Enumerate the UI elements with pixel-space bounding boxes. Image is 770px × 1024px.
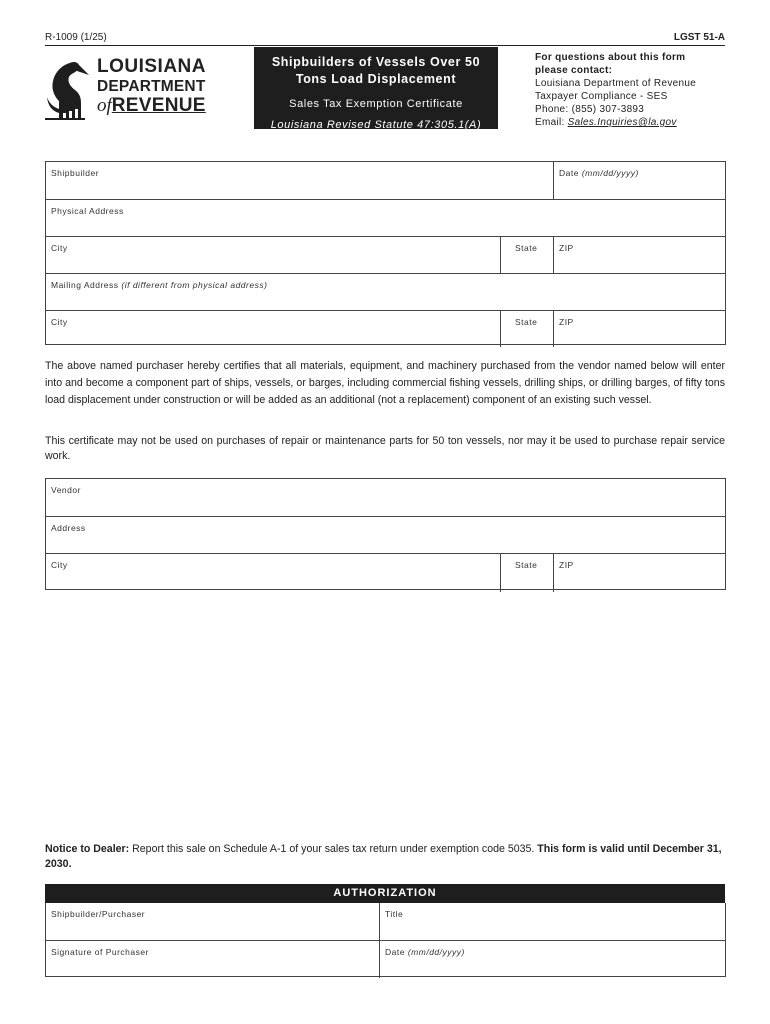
physical-city-field[interactable] xyxy=(46,237,500,274)
vendor-field[interactable] xyxy=(46,479,725,516)
shipbuilder-label: Shipbuilder xyxy=(51,168,100,178)
contact-email-line xyxy=(535,116,725,129)
authorization-heading: AUTHORIZATION xyxy=(45,884,725,903)
signature-label: Signature of Purchaser xyxy=(51,947,149,957)
vendor-label: Vendor xyxy=(51,485,81,495)
date-hint: (mm/dd/yyyy) xyxy=(581,168,639,178)
shipbuilder-purchaser-label: Shipbuilder/Purchaser xyxy=(51,909,146,919)
mailing-state-label: State xyxy=(515,317,538,327)
physical-address-label: Physical Address xyxy=(51,206,124,216)
logo-line-revenue xyxy=(97,95,206,117)
contact-heading-1: For questions about this form xyxy=(535,52,686,63)
form-title-line1: Shipbuilders of Vessels Over 50 xyxy=(271,55,481,69)
mailing-address-hint: (if different from physical address) xyxy=(121,280,268,290)
contact-unit: Taxpayer Compliance - SES xyxy=(535,91,668,102)
notice-label: Notice to Dealer: xyxy=(45,843,130,855)
auth-date-hint: (mm/dd/yyyy) xyxy=(407,947,465,957)
authorization-row-1 xyxy=(46,903,725,940)
certification-paragraph-1: The above named purchaser hereby certifies that all materials, equipment, and machinery purchased from the vendor named below will enter into and become a component part of ships, vessels, or barges, including commercial fishing vessels, drilling ships, or drilling barges, of fifty tons load displacement under construction or will be added as an additional (not a replacement) component of an existing such vessel. xyxy=(45,360,725,406)
contact-heading-2: please contact: xyxy=(535,65,613,76)
form-title-line2: Tons Load Displacement xyxy=(295,72,457,86)
mailing-zip-label: ZIP xyxy=(559,317,574,327)
logo-of: of xyxy=(97,95,112,116)
purchaser-section xyxy=(45,161,726,345)
logo-line-louisiana: LOUISIANA xyxy=(97,56,206,77)
logo-line-department: DEPARTMENT xyxy=(97,78,206,95)
contact-phone: Phone: (855) 307-3893 xyxy=(535,104,645,115)
mailing-city-field[interactable] xyxy=(46,311,500,347)
date-label xyxy=(559,168,639,178)
physical-city-label: City xyxy=(51,243,68,253)
contact-email-prefix: Email: xyxy=(535,117,568,128)
certification-paragraph-2: This certificate may not be used on purchases of repair or maintenance parts for 50 ton vessels, nor may it be used to purchase repair service work. xyxy=(45,435,725,462)
physical-state-label: State xyxy=(515,243,538,253)
auth-date-text: Date xyxy=(385,947,405,957)
mailing-address-field[interactable] xyxy=(46,273,725,311)
shipbuilder-row xyxy=(46,162,725,199)
logo-revenue: REVENUE xyxy=(111,95,206,116)
mailing-state-field[interactable] xyxy=(500,311,554,347)
title-label: Title xyxy=(385,909,404,919)
physical-address-field[interactable] xyxy=(46,199,725,237)
mailing-city-label: City xyxy=(51,317,68,327)
vendor-state-field[interactable] xyxy=(500,554,554,592)
physical-city-row xyxy=(46,236,725,274)
contact-email-link[interactable]: Sales.Inquiries@la.gov xyxy=(567,117,677,128)
vendor-section xyxy=(45,478,726,590)
title-box xyxy=(254,47,498,129)
vendor-zip-label: ZIP xyxy=(559,560,574,570)
header-rule xyxy=(45,45,725,46)
mailing-address-label xyxy=(51,280,267,290)
signature-field[interactable] xyxy=(46,941,379,978)
statute: Louisiana Revised Statute 47:305.1(A) xyxy=(270,119,482,131)
shipbuilder-field[interactable] xyxy=(46,162,553,199)
vendor-city-label: City xyxy=(51,560,68,570)
shipbuilder-purchaser-field[interactable] xyxy=(46,903,379,940)
contact-block xyxy=(535,51,725,129)
vendor-address-field[interactable] xyxy=(46,516,725,554)
auth-date-label xyxy=(385,947,465,957)
physical-zip-label: ZIP xyxy=(559,243,574,253)
mailing-city-row xyxy=(46,310,725,347)
notice-to-dealer xyxy=(45,842,725,872)
form-code: R-1009 (1/25) xyxy=(45,32,107,43)
physical-zip-field[interactable] xyxy=(553,237,725,274)
date-label-text: Date xyxy=(559,168,579,178)
vendor-city-row xyxy=(46,553,725,592)
form-number: LGST 51-A xyxy=(673,32,725,43)
notice-valid: This form is valid until December 31, 2030. xyxy=(45,843,722,870)
contact-dept: Louisiana Department of Revenue xyxy=(535,78,697,89)
vendor-city-field[interactable] xyxy=(46,554,500,592)
vendor-address-label: Address xyxy=(51,523,86,533)
notice-text: Report this sale on Schedule A-1 of your sales tax return under exemption code 5035. xyxy=(129,843,538,855)
auth-date-field[interactable] xyxy=(379,941,725,978)
mailing-zip-field[interactable] xyxy=(553,311,725,347)
authorization-row-2 xyxy=(46,940,725,978)
form-subtitle: Sales Tax Exemption Certificate xyxy=(289,98,463,110)
mailing-address-text: Mailing Address xyxy=(51,280,119,290)
authorization-section xyxy=(45,903,726,977)
vendor-state-label: State xyxy=(515,560,538,570)
ldr-logo xyxy=(45,57,215,122)
vendor-zip-field[interactable] xyxy=(553,554,725,592)
title-field[interactable] xyxy=(379,903,725,940)
physical-state-field[interactable] xyxy=(500,237,554,274)
date-field[interactable] xyxy=(553,162,725,199)
